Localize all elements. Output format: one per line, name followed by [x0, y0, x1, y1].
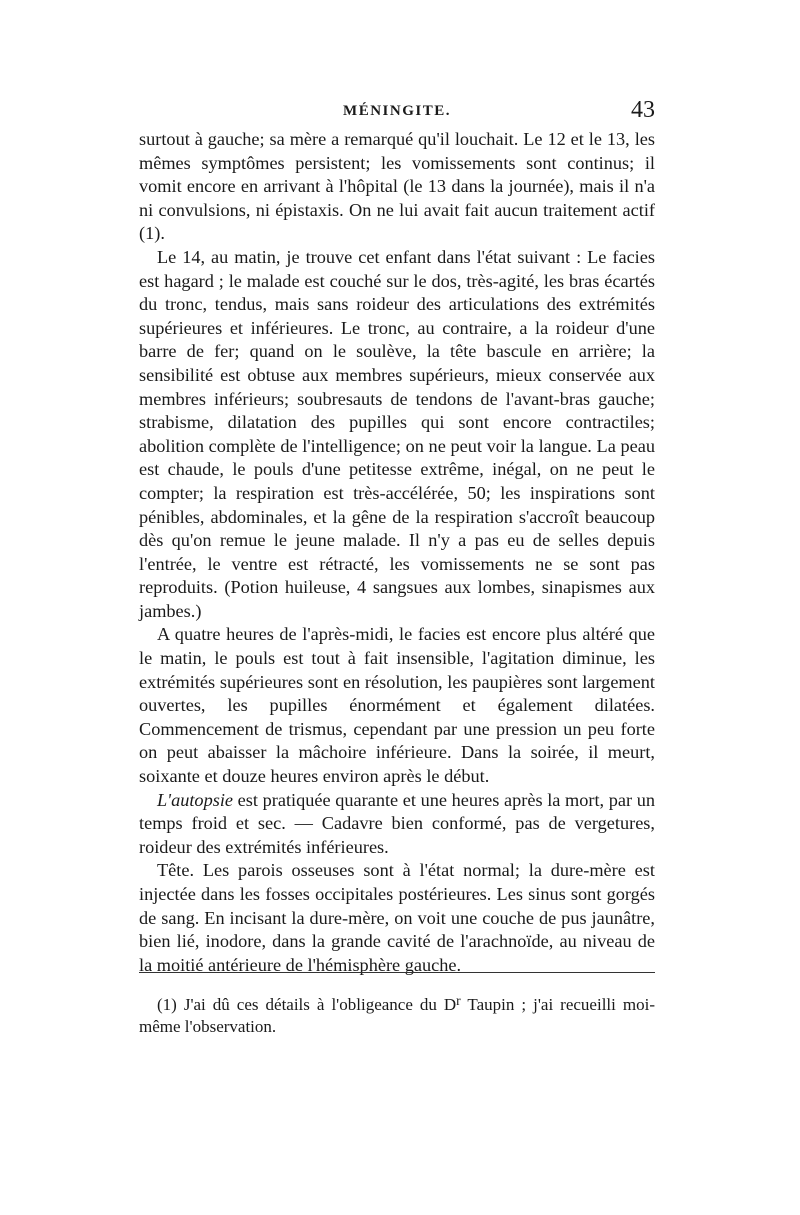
footnote-text-end: Taupin ; j'ai recueilli moi-même l'observation.: [139, 994, 655, 1036]
paragraph: surtout à gauche; sa mère a remarqué qu'il louchait. Le 12 et le 13, les mêmes symptômes persistent; les vomissements sont continus; il vomit encore en arrivant à l'hôpital (le 13 dans la journée), mais il n'a ni convulsions, ni épistaxis. On ne lui avait fait aucun traitement actif (1).: [139, 129, 655, 244]
footnote: [139, 990, 655, 1038]
footnote-text: J'ai dû ces détails à l'obligeance du D: [176, 994, 457, 1014]
paragraph: [139, 789, 655, 860]
body-text: [139, 128, 655, 977]
footnote-superscript: r: [456, 993, 461, 1008]
footnote-rule: [139, 972, 655, 973]
paragraph: Tête. Les parois osseuses sont à l'état normal; la dure-mère est injectée dans les fosses occipitales postérieures. Les sinus sont gorgés de sang. En incisant la dure-mère, on voit une couche de pus jaunâtre, bien lié, inodore, dans la grande cavité de l'arachnoïde, au niveau de la moitié antérieure de l'hémisphère gauche.: [139, 860, 655, 975]
paragraph: Le 14, au matin, je trouve cet enfant dans l'état suivant : Le facies est hagard ; le malade est couché sur le dos, très-agité, les bras écartés du tronc, tendus, mais sans roideur des articulations des extrémités supérieures et inférieures. Le tronc, au contraire, a la roideur d'une barre de fer; quand on le soulève, la tête bascule en arrière; la sensibilité est obtuse aux membres supérieurs, mieux conservée aux membres inférieurs; soubresauts de tendons de l'avant-bras gauche; strabisme, dilatation des pupilles qui sont encore contractiles; abolition complète de l'intelligence; on ne peut voir la langue. La peau est chaude, le pouls d'une petitesse extrême, inégal, on ne peut le compter; la respiration est très-accélérée, 50; les inspirations sont pénibles, abdominales, et la gêne de la respiration s'accroît beaucoup dès qu'on remue le jeune malade. Il n'y a pas eu de selles depuis l'entrée, le ventre est rétracté, les vomissements ne se sont pas reproduits. (Potion huileuse, 4 sangsues aux lombes, sinapismes aux jambes.): [139, 246, 655, 621]
paragraph-lead: L'autopsie: [157, 789, 234, 810]
running-head: [139, 99, 655, 129]
footnote-marker: (1): [157, 994, 177, 1014]
paragraph: A quatre heures de l'après-midi, le facies est encore plus altéré que le matin, le pouls est tout à fait insensible, l'agitation diminue, les extrémités supérieures sont en résolution, les paupières sont largement ouvertes, les pupilles énormément et également dilatées. Commencement de trismus, cependant par une pression un peu forte on peut abaisser la mâchoire inférieure. Dans la soirée, il meurt, soixante et douze heures environ après le début.: [139, 624, 655, 787]
page-number: 43: [631, 97, 655, 123]
running-title: MÉNINGITE.: [343, 103, 451, 119]
paragraph-body: est pratiquée quarante et une heures après la mort, par un temps froid et sec. — Cadavre bien conformé, pas de vergetures, roideur des extrémités inférieures.: [139, 789, 655, 857]
